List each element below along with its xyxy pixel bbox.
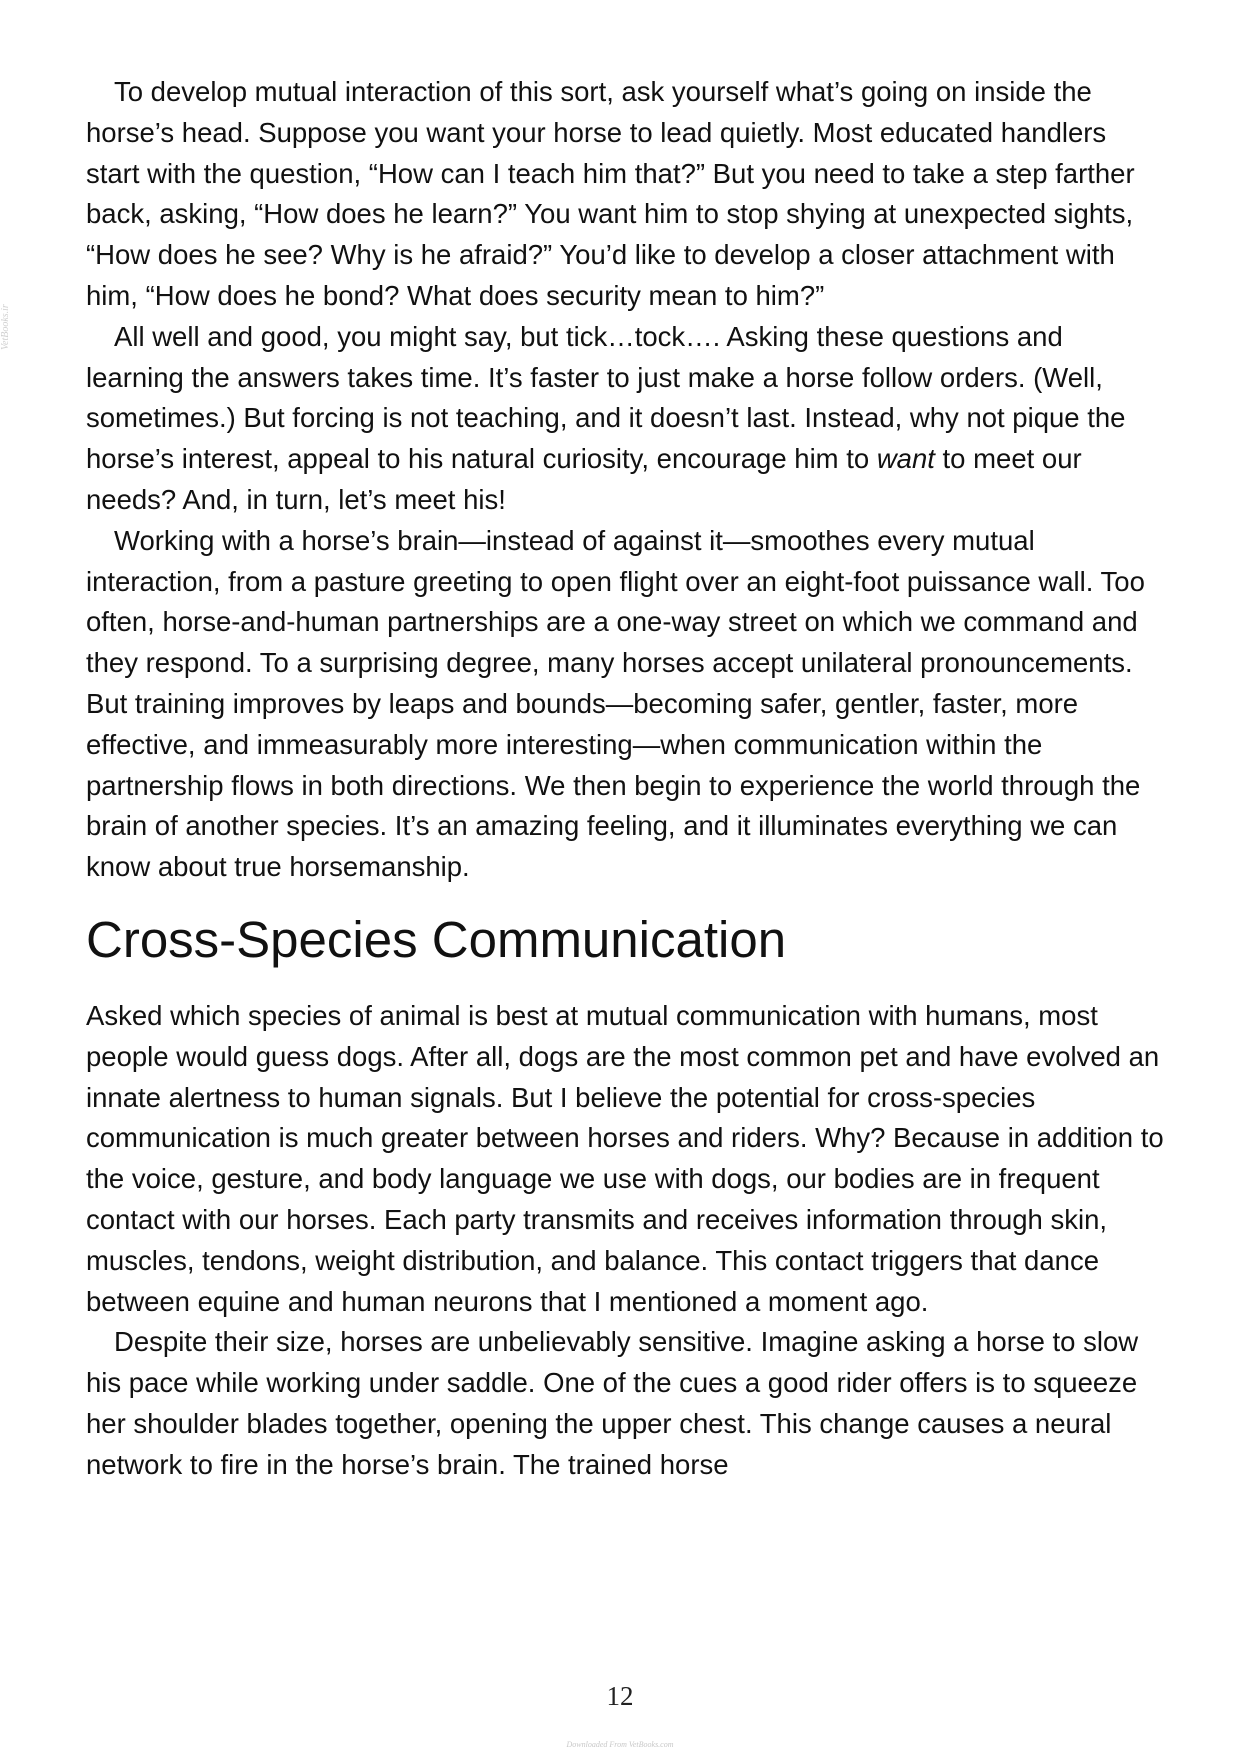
section-paragraph-1: Asked which species of animal is best at mutual communication with humans, most people would guess dogs. After all, dogs are the most common pet and have evolved an innate alertness to human signals. But I believe the potential for cross-species communication is much greater between horses and riders. Why? Because in addition to the voice, gesture, and body language we use with dogs, our bodies are in frequent contact with our horses. Each party transmits and receives information through skin, muscles, tendons, weight distribution, and balance. This contact triggers that dance between equine and human neurons that I mentioned a moment ago.	[86, 999, 1164, 1317]
section-paragraph-2: Despite their size, horses are unbelievably sensitive. Imagine asking a horse to slow his pace while working under saddle. One of the cues a good rider offers is to squeeze her shoulder blades together, opening the upper chest. This change causes a neural network to fire in the horse’s brain. The trained horse	[86, 1326, 1139, 1480]
body-paragraph-2-text: All well and good, you might say, but tick…tock…. Asking these questions and learning the answers takes time. It’s faster to just make a horse follow orders. (Well, sometimes.) But forcing is not teaching, and it doesn’t last. Instead, why not pique the horse’s interest, appeal to his natural curiosity, encourage him to	[86, 320, 1126, 475]
section-heading: Cross-Species Communication	[86, 910, 787, 968]
page-number: 12	[606, 1681, 634, 1711]
emphasis-want: want	[876, 443, 935, 475]
footer-watermark: Downloaded From VetBooks.com	[566, 1740, 674, 1749]
side-watermark: VetBooks.ir	[0, 304, 11, 350]
body-paragraph-2	[86, 317, 1166, 521]
page-body	[86, 72, 1166, 1486]
body-paragraph-3: Working with a horse’s brain—instead of against it—smoothes every mutual interaction, from a pasture greeting to open flight over an eight-foot puissance wall. Too often, horse-and-human partnerships are a one-way street on which we command and they respond. To a surprising degree, many horses accept unilateral pronouncements. But training improves by leaps and bounds—becoming safer, gentler, faster, more effective, and immeasurably more interesting—when communication within the partnership flows in both directions. We then begin to experience the world through the brain of another species. It’s an amazing feeling, and it illuminates everything we can know about true horsemanship.	[86, 524, 1145, 883]
body-paragraph-2-tail: to meet our needs? And, in turn, let’s meet his!	[86, 443, 1082, 515]
body-paragraph-1: To develop mutual interaction of this sort, ask yourself what’s going on inside the horse’s head. Suppose you want your horse to lead quietly. Most educated handlers start with the question, “How can I teach him that?” But you need to take a step farther back, asking, “How does he learn?” You want him to stop shying at unexpected sights, “How does he see? Why is he afraid?” You’d like to develop a closer attachment with him, “How does he bond? What does security mean to him?”	[86, 76, 1135, 311]
